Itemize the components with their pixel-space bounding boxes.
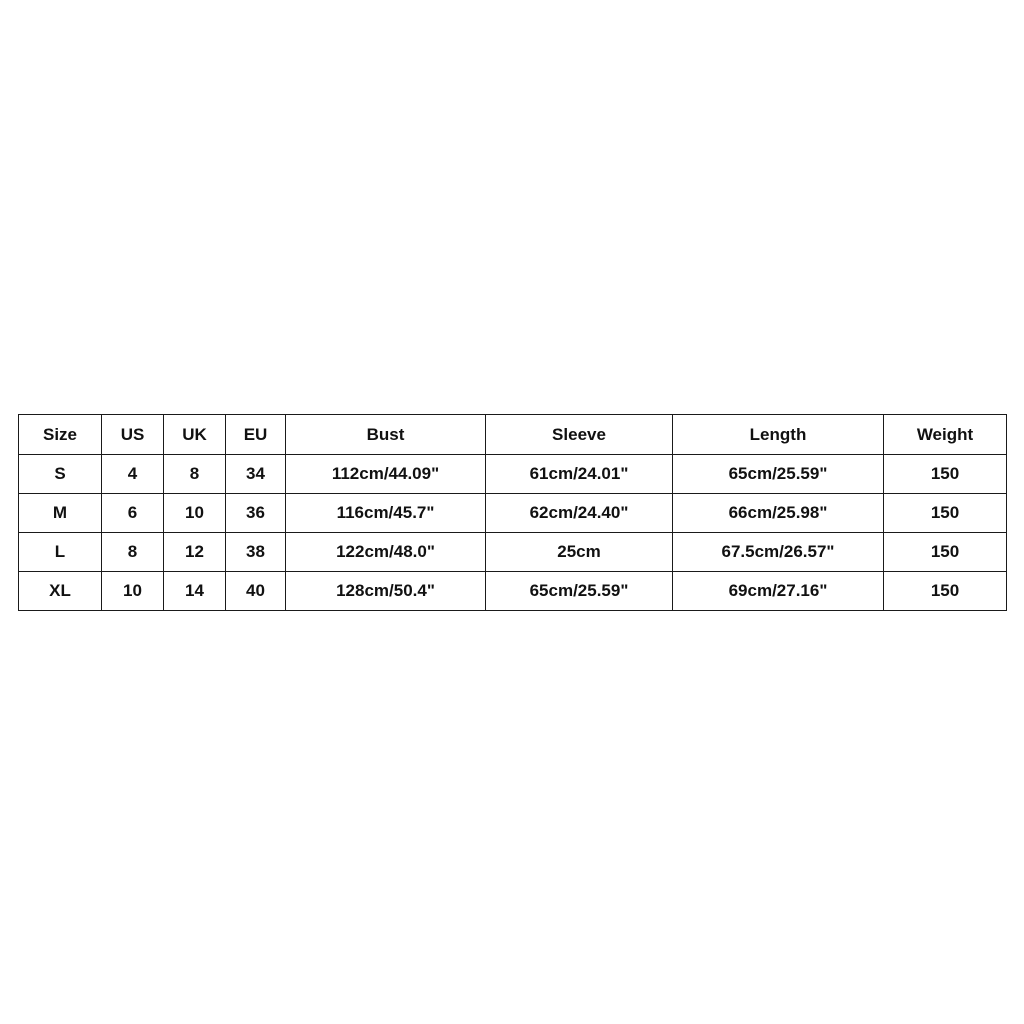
cell-size: XL <box>19 572 102 611</box>
cell-bust: 128cm/50.4" <box>286 572 486 611</box>
header-us: US <box>102 415 164 455</box>
cell-bust: 116cm/45.7" <box>286 494 486 533</box>
cell-weight: 150 <box>884 533 1007 572</box>
size-chart-table <box>18 414 1007 611</box>
header-sleeve: Sleeve <box>486 415 673 455</box>
cell-length: 69cm/27.16" <box>673 572 884 611</box>
cell-size: S <box>19 455 102 494</box>
cell-eu: 38 <box>226 533 286 572</box>
cell-weight: 150 <box>884 572 1007 611</box>
cell-us: 4 <box>102 455 164 494</box>
table-row <box>19 572 1007 611</box>
cell-weight: 150 <box>884 494 1007 533</box>
cell-sleeve: 25cm <box>486 533 673 572</box>
cell-us: 8 <box>102 533 164 572</box>
cell-bust: 122cm/48.0" <box>286 533 486 572</box>
cell-us: 6 <box>102 494 164 533</box>
cell-size: M <box>19 494 102 533</box>
cell-us: 10 <box>102 572 164 611</box>
cell-sleeve: 65cm/25.59" <box>486 572 673 611</box>
header-eu: EU <box>226 415 286 455</box>
cell-uk: 14 <box>164 572 226 611</box>
cell-uk: 12 <box>164 533 226 572</box>
header-weight: Weight <box>884 415 1007 455</box>
cell-sleeve: 61cm/24.01" <box>486 455 673 494</box>
cell-weight: 150 <box>884 455 1007 494</box>
cell-length: 65cm/25.59" <box>673 455 884 494</box>
cell-eu: 34 <box>226 455 286 494</box>
cell-uk: 10 <box>164 494 226 533</box>
header-bust: Bust <box>286 415 486 455</box>
cell-eu: 40 <box>226 572 286 611</box>
table-row <box>19 455 1007 494</box>
table-row <box>19 533 1007 572</box>
cell-length: 66cm/25.98" <box>673 494 884 533</box>
table-row <box>19 494 1007 533</box>
cell-bust: 112cm/44.09" <box>286 455 486 494</box>
cell-eu: 36 <box>226 494 286 533</box>
cell-length: 67.5cm/26.57" <box>673 533 884 572</box>
cell-uk: 8 <box>164 455 226 494</box>
header-uk: UK <box>164 415 226 455</box>
header-size: Size <box>19 415 102 455</box>
header-length: Length <box>673 415 884 455</box>
table-header-row <box>19 415 1007 455</box>
cell-sleeve: 62cm/24.40" <box>486 494 673 533</box>
cell-size: L <box>19 533 102 572</box>
